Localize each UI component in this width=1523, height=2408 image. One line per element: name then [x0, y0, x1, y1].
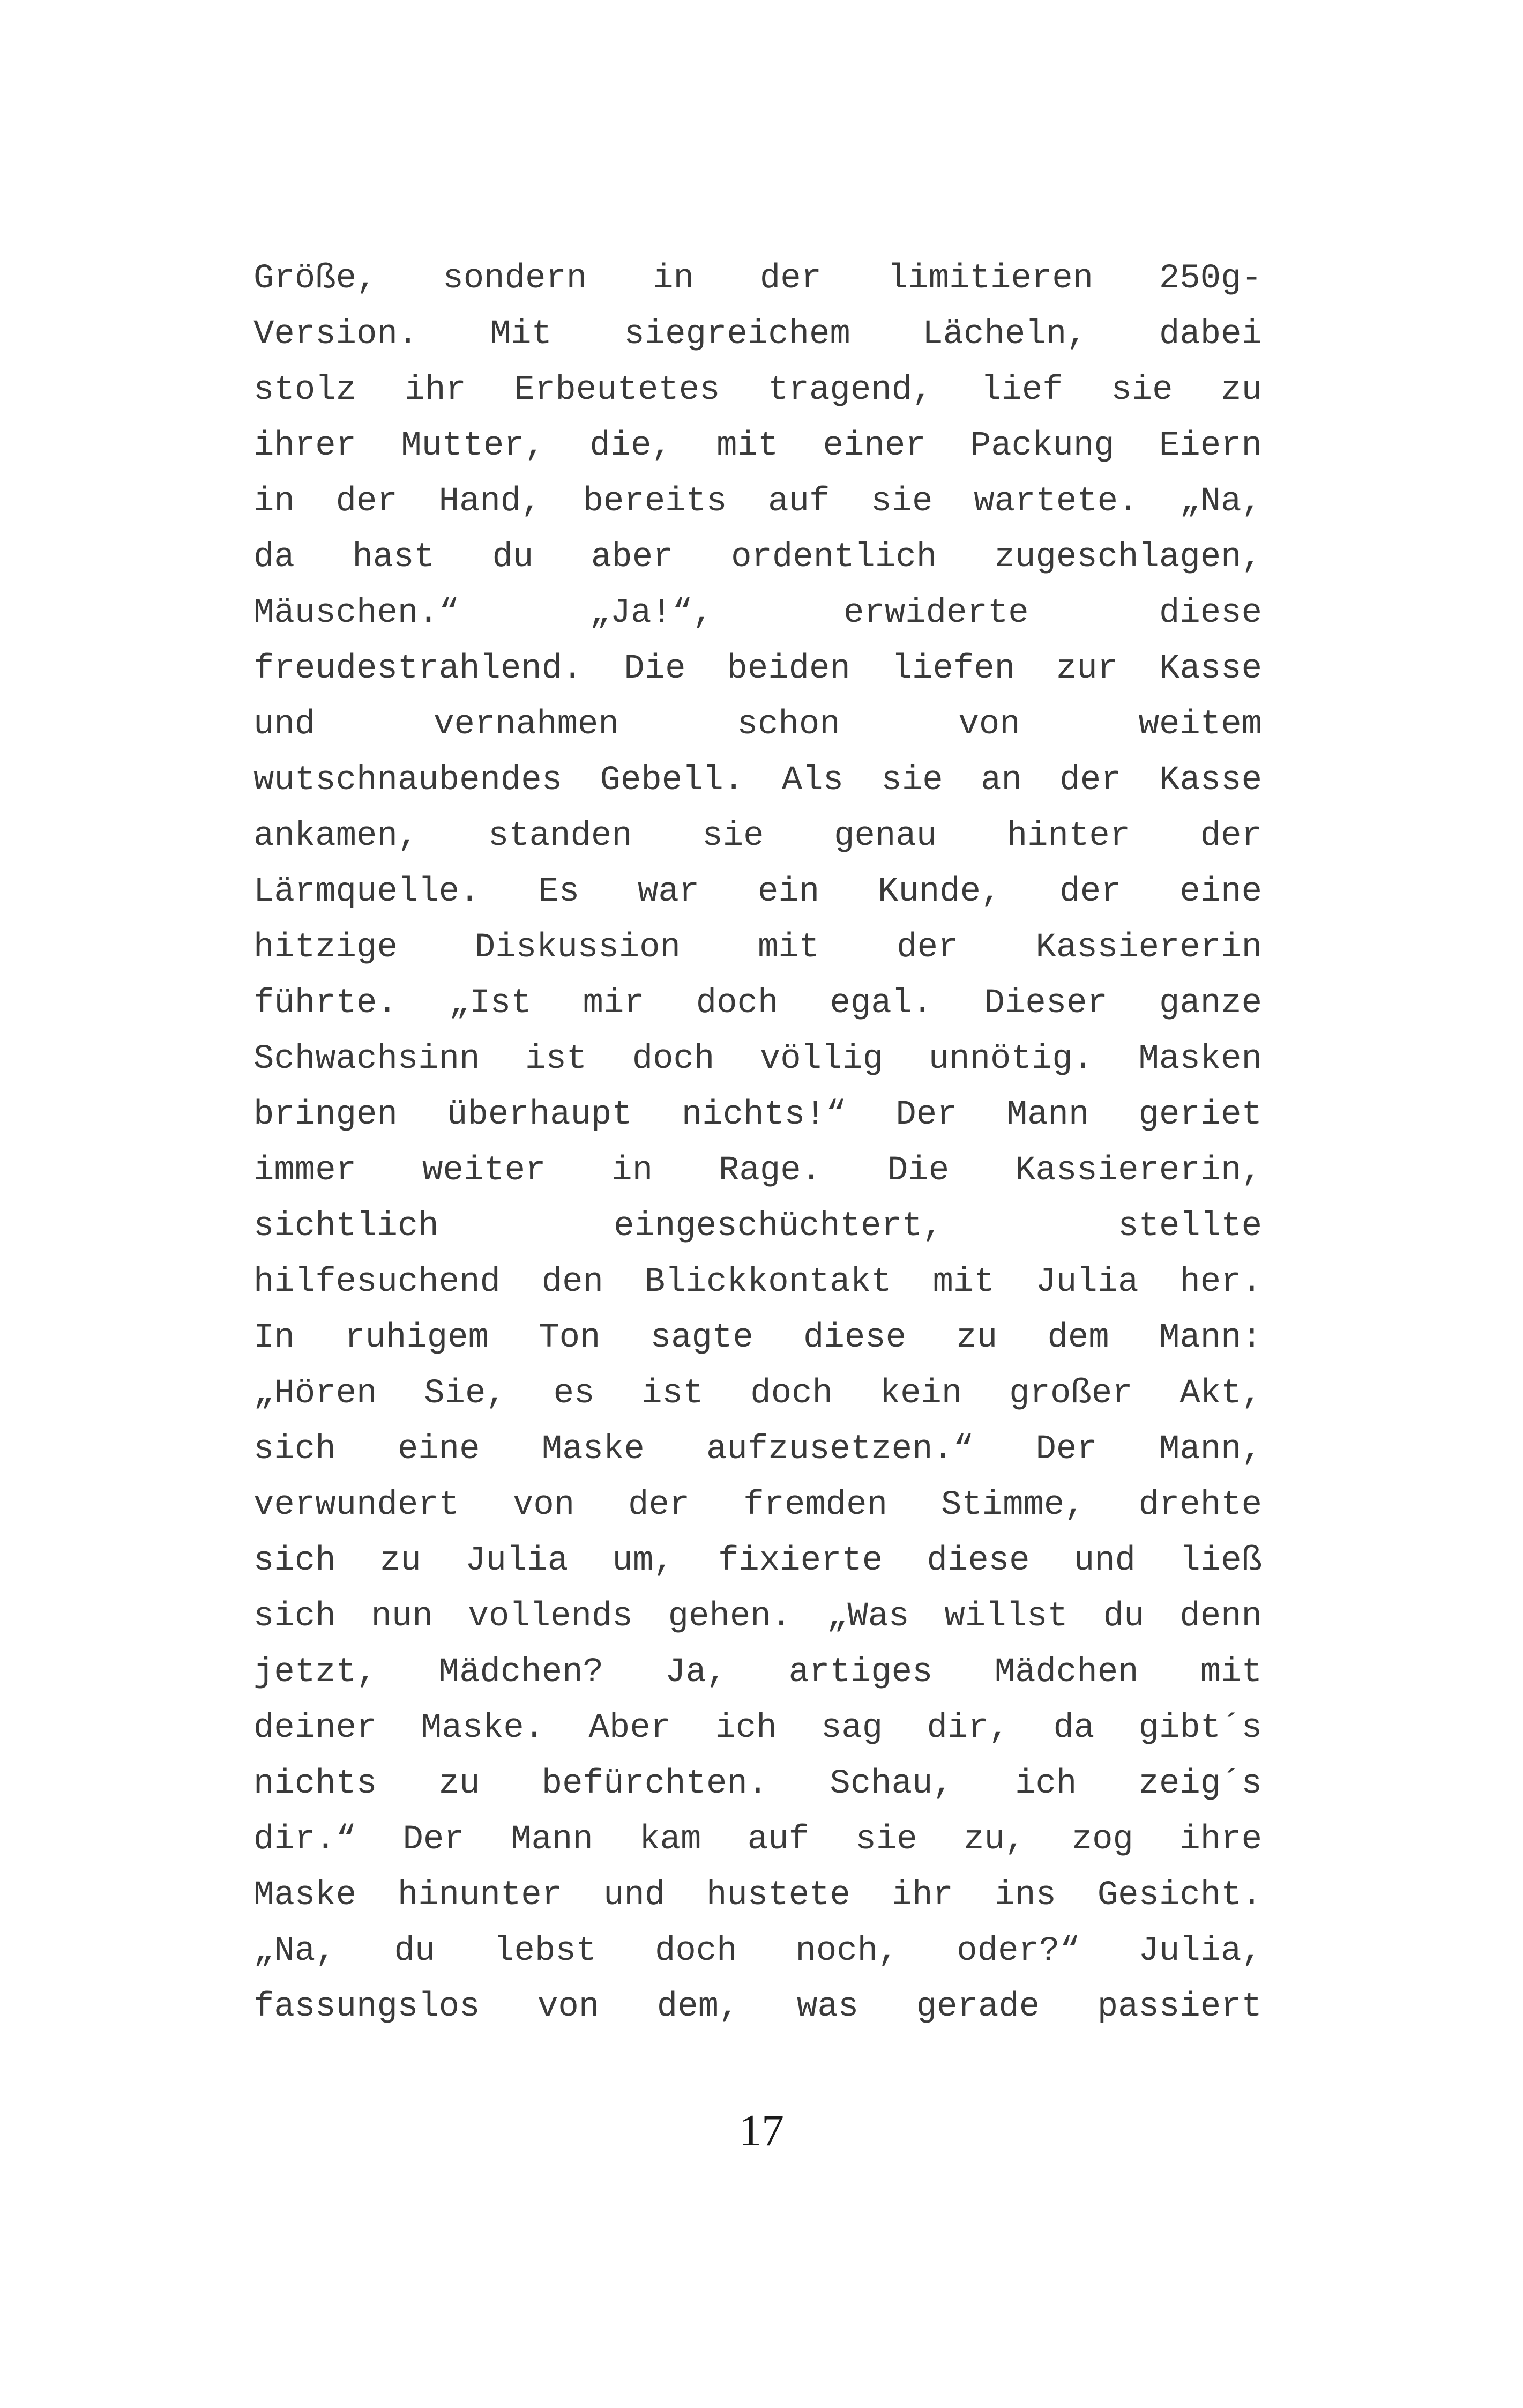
word: Dieser — [984, 984, 1108, 1023]
word: Mit — [490, 315, 552, 354]
word: Die — [887, 1151, 950, 1190]
word: mit — [758, 928, 820, 967]
word: sag — [820, 1709, 883, 1748]
text-line — [253, 1812, 1262, 1868]
word: Maske — [541, 1430, 645, 1469]
word: du — [1103, 1597, 1145, 1636]
word: sie — [1111, 371, 1173, 410]
word: hilfesuchend — [253, 1263, 501, 1302]
word: da — [253, 538, 295, 577]
text-line — [253, 641, 1262, 697]
word: war — [637, 873, 700, 911]
word: Ja, — [665, 1653, 727, 1692]
word: Mann — [511, 1820, 593, 1859]
word: ins — [994, 1876, 1056, 1915]
word: Masken — [1138, 1040, 1262, 1079]
text-line — [253, 920, 1262, 976]
word: um, — [612, 1542, 674, 1580]
word: ist — [641, 1374, 704, 1413]
word: dem — [1047, 1319, 1109, 1357]
word: sondern — [443, 259, 587, 298]
word: doch — [632, 1040, 715, 1079]
text-line — [253, 1366, 1262, 1422]
word: den — [541, 1263, 603, 1302]
word: tragend, — [768, 371, 933, 410]
word: da — [1053, 1709, 1095, 1748]
word: großer — [1009, 1374, 1133, 1413]
word: Die — [624, 650, 686, 688]
word: dir.“ — [253, 1820, 357, 1859]
word: zu — [379, 1542, 421, 1580]
word: und — [1073, 1542, 1136, 1580]
word: artiges — [788, 1653, 933, 1692]
word: der — [1059, 873, 1122, 911]
text-line — [253, 474, 1262, 530]
word: hinter — [1006, 817, 1131, 856]
word: gehen. — [668, 1597, 792, 1636]
word: einer — [823, 427, 926, 465]
text-line — [253, 753, 1262, 808]
word: wartete. — [974, 482, 1139, 521]
text-line — [253, 976, 1262, 1031]
word: diese — [927, 1542, 1030, 1580]
word: auf — [747, 1820, 809, 1859]
word: oder?“ — [957, 1932, 1080, 1971]
word: nichts!“ — [681, 1096, 847, 1134]
word: Erbeutetes — [514, 371, 720, 410]
word: Kassiererin — [1035, 928, 1262, 967]
text-line — [253, 1143, 1262, 1199]
text-line — [253, 1199, 1262, 1254]
word: Mäuschen.“ — [253, 594, 460, 633]
text-line — [253, 585, 1262, 641]
word: doch — [654, 1932, 737, 1971]
word: her. — [1179, 1263, 1262, 1302]
word: in — [253, 482, 295, 521]
word: Aber — [588, 1709, 671, 1748]
word: mit — [1200, 1653, 1262, 1692]
word: du — [394, 1932, 436, 1971]
word: „Ist — [449, 984, 532, 1023]
word: was — [796, 1988, 859, 2026]
word: geriet — [1138, 1096, 1262, 1134]
word: eine — [397, 1430, 480, 1469]
word: und — [603, 1876, 666, 1915]
word: 250g- — [1159, 259, 1262, 298]
word: du — [492, 538, 534, 577]
word: denn — [1179, 1597, 1262, 1636]
word: Mann: — [1159, 1319, 1262, 1357]
word: zog — [1071, 1820, 1133, 1859]
word: Gebell. — [600, 761, 744, 800]
word: sichtlich — [253, 1207, 439, 1246]
word: vollends — [468, 1597, 633, 1636]
word: Version. — [253, 315, 419, 354]
word: beiden — [727, 650, 850, 688]
word: Der — [895, 1096, 958, 1134]
text-line — [253, 362, 1262, 418]
word: Mädchen? — [438, 1653, 603, 1692]
word: und — [253, 705, 316, 744]
word: doch — [696, 984, 779, 1023]
word: Ton — [539, 1319, 601, 1357]
word: Maske — [253, 1876, 357, 1915]
text-line — [253, 808, 1262, 864]
word: sich — [253, 1597, 336, 1636]
word: Als — [781, 761, 843, 800]
word: Blickkontakt — [644, 1263, 892, 1302]
word: mit — [716, 427, 779, 465]
word: fixierte — [718, 1542, 883, 1580]
text-line — [253, 1310, 1262, 1366]
word: stolz — [253, 371, 357, 410]
word: „Na, — [253, 1932, 336, 1971]
text-line — [253, 530, 1262, 585]
word: mir — [583, 984, 645, 1023]
text-line — [253, 1979, 1262, 2035]
word: sie — [702, 817, 764, 856]
word: Es — [538, 873, 580, 911]
word: Lächeln, — [922, 315, 1087, 354]
word: der — [335, 482, 398, 521]
word: diese — [1159, 594, 1262, 633]
word: eingeschüchtert, — [614, 1207, 943, 1246]
text-line — [253, 251, 1262, 307]
word: Diskussion — [474, 928, 681, 967]
word: unnötig. — [928, 1040, 1093, 1079]
word: der — [759, 259, 822, 298]
body-text — [253, 251, 1262, 2035]
word: an — [981, 761, 1022, 800]
word: in — [653, 259, 694, 298]
word: Schau, — [830, 1765, 953, 1803]
word: sie — [871, 482, 933, 521]
word: weiter — [422, 1151, 546, 1190]
word: ganze — [1159, 984, 1262, 1023]
word: noch, — [795, 1932, 899, 1971]
text-line — [253, 1868, 1262, 1923]
word: von — [512, 1486, 575, 1525]
word: Mann — [1006, 1096, 1089, 1134]
word: ich — [715, 1709, 777, 1748]
word: ließ — [1179, 1542, 1262, 1580]
word: vernahmen — [434, 705, 619, 744]
word: Größe, — [253, 259, 377, 298]
word: zu — [1221, 371, 1262, 410]
text-line — [253, 1589, 1262, 1645]
text-line — [253, 1422, 1262, 1477]
word: aufzusetzen.“ — [706, 1430, 974, 1469]
word: bereits — [583, 482, 727, 521]
word: aber — [591, 538, 674, 577]
page-number: 17 — [739, 2106, 784, 2156]
word: Rage. — [719, 1151, 822, 1190]
word: zugeschlagen, — [994, 538, 1262, 577]
word: die, — [589, 427, 672, 465]
word: sagte — [650, 1319, 753, 1357]
word: ein — [757, 873, 820, 911]
text-line — [253, 1087, 1262, 1143]
word: „Hören — [253, 1374, 377, 1413]
word: lebst — [494, 1932, 597, 1971]
word: völlig — [759, 1040, 884, 1079]
word: „Was — [826, 1597, 909, 1636]
word: erwiderte — [843, 594, 1029, 633]
word: Kassiererin, — [1015, 1151, 1262, 1190]
word: bringen — [253, 1096, 398, 1134]
word: zu, — [964, 1820, 1026, 1859]
word: limitieren — [887, 259, 1093, 298]
word: ihr — [891, 1876, 953, 1915]
word: „Ja!“, — [589, 594, 713, 633]
word: „Na, — [1179, 482, 1262, 521]
text-line — [253, 1031, 1262, 1087]
word: Stimme, — [940, 1486, 1085, 1525]
word: Mädchen — [994, 1653, 1139, 1692]
word: zeig´s — [1138, 1765, 1262, 1803]
word: ich — [1015, 1765, 1077, 1803]
word: führte. — [253, 984, 398, 1023]
word: dir, — [927, 1709, 1010, 1748]
word: der — [1059, 761, 1122, 800]
text-line — [253, 1923, 1262, 1979]
word: Der — [402, 1820, 465, 1859]
word: zu — [438, 1765, 480, 1803]
word: Mann, — [1159, 1430, 1262, 1469]
word: Gesicht. — [1097, 1876, 1262, 1915]
text-line — [253, 1533, 1262, 1589]
word: passiert — [1097, 1988, 1262, 2026]
word: Lärmquelle. — [253, 873, 480, 911]
word: zur — [1056, 650, 1118, 688]
word: ordentlich — [731, 538, 937, 577]
word: Mutter, — [401, 427, 546, 465]
word: Maske. — [421, 1709, 545, 1748]
word: schon — [737, 705, 840, 744]
text-line — [253, 1254, 1262, 1310]
word: Julia — [465, 1542, 569, 1580]
word: drehte — [1138, 1486, 1262, 1525]
word: ihre — [1179, 1820, 1262, 1859]
word: Packung — [970, 427, 1115, 465]
word: hast — [352, 538, 435, 577]
word: wutschnaubendes — [253, 761, 563, 800]
word: sich — [253, 1430, 336, 1469]
word: In — [253, 1319, 295, 1357]
word: der — [897, 928, 959, 967]
text-line — [253, 1700, 1262, 1756]
word: auf — [768, 482, 830, 521]
word: willst — [944, 1597, 1068, 1636]
text-line — [253, 307, 1262, 362]
word: von — [958, 705, 1020, 744]
word: nichts — [253, 1765, 377, 1803]
word: stellte — [1118, 1207, 1262, 1246]
word: nun — [371, 1597, 433, 1636]
text-line — [253, 1645, 1262, 1700]
word: dem, — [656, 1988, 740, 2026]
word: sie — [881, 761, 943, 800]
word: überhaupt — [447, 1096, 632, 1134]
word: mit — [932, 1263, 995, 1302]
word: Julia, — [1138, 1932, 1262, 1971]
word: Akt, — [1179, 1374, 1262, 1413]
word: fremden — [743, 1486, 887, 1525]
word: befürchten. — [541, 1765, 768, 1803]
word: der — [1200, 817, 1262, 856]
word: Sie, — [424, 1374, 506, 1413]
word: Eiern — [1159, 427, 1262, 465]
word: ankamen, — [253, 817, 419, 856]
text-line — [253, 697, 1262, 753]
word: weitem — [1138, 705, 1262, 744]
word: Kasse — [1159, 650, 1262, 688]
word: immer — [253, 1151, 357, 1190]
word: gibt´s — [1138, 1709, 1262, 1748]
word: ihrer — [253, 427, 357, 465]
word: diese — [803, 1319, 907, 1357]
word: deiner — [253, 1709, 377, 1748]
word: hitzige — [253, 928, 398, 967]
word: zu — [956, 1319, 998, 1357]
word: siegreichem — [624, 315, 850, 354]
word: Julia — [1035, 1263, 1139, 1302]
word: standen — [488, 817, 632, 856]
text-line — [253, 418, 1262, 474]
word: genau — [834, 817, 937, 856]
word: dabei — [1159, 315, 1262, 354]
text-line — [253, 1756, 1262, 1812]
word: liefen — [891, 650, 1016, 688]
word: Schwachsinn — [253, 1040, 480, 1079]
word: Kunde, — [878, 873, 1002, 911]
word: gerade — [916, 1988, 1040, 2026]
word: ruhigem — [345, 1319, 489, 1357]
word: sich — [253, 1542, 336, 1580]
word: Kasse — [1159, 761, 1262, 800]
word: fassungslos — [253, 1988, 480, 2026]
word: in — [611, 1151, 653, 1190]
word: hustete — [706, 1876, 850, 1915]
word: sie — [855, 1820, 917, 1859]
word: es — [553, 1374, 595, 1413]
word: eine — [1179, 873, 1262, 911]
word: doch — [750, 1374, 833, 1413]
text-line — [253, 1477, 1262, 1533]
word: kein — [879, 1374, 962, 1413]
word: ihr — [404, 371, 466, 410]
word: verwundert — [253, 1486, 460, 1525]
word: der — [628, 1486, 690, 1525]
text-line — [253, 864, 1262, 920]
word: Der — [1035, 1430, 1098, 1469]
word: Hand, — [438, 482, 542, 521]
word: jetzt, — [253, 1653, 377, 1692]
word: egal. — [830, 984, 933, 1023]
word: kam — [639, 1820, 701, 1859]
word: hinunter — [397, 1876, 563, 1915]
word: freudestrahlend. — [253, 650, 583, 688]
word: lief — [981, 371, 1063, 410]
word: ist — [525, 1040, 587, 1079]
word: von — [537, 1988, 600, 2026]
